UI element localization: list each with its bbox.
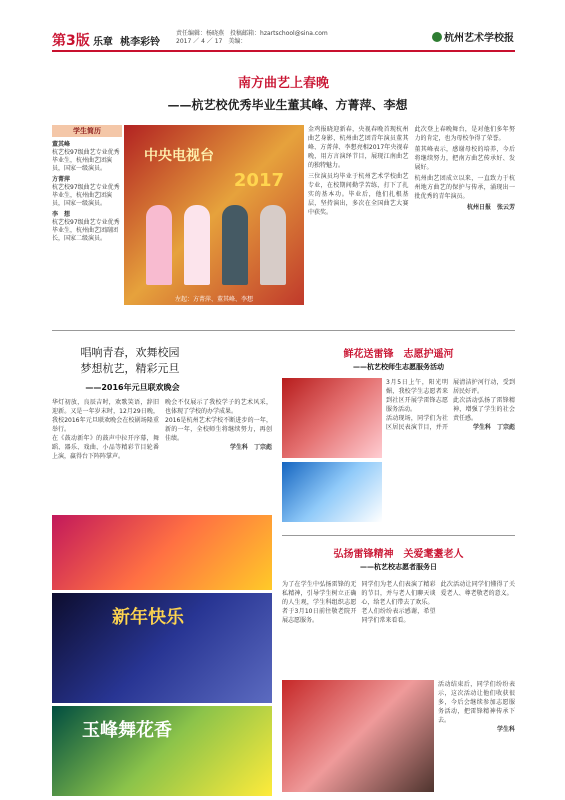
paragraph: 金鸡报晓迎新春，央视春晚首现杭州曲艺身影，杭州曲艺团青年演员董其峰、方菁萍、李想亮相2017年央视春晚，用方言演绎节目，展现江南曲艺的独特魅力。 (308, 126, 409, 169)
section-divider (282, 535, 515, 536)
profile-desc: 杭艺校97级曲艺专业优秀毕业生，杭州曲艺团演员，国家一级演员。 (52, 149, 120, 172)
article2-subtitle: ——2016年元旦联欢晚会 (85, 383, 180, 392)
photo-caption: 左起：方菁萍、董其峰、李想 (174, 296, 253, 303)
paragraph: 三位演员均毕业于杭州艺术学校曲艺专业，在校期间勤学苦练，打下了扎实的基本功。毕业后，他们扎根基层，坚持演出，多次在全国曲艺大赛中获奖。 (308, 173, 409, 216)
profile-name: 董其峰 (52, 141, 71, 148)
gala-photo-stage (52, 593, 272, 703)
paragraph: 此次登上春晚舞台，是对他们多年努力的肯定，也为母校争得了荣誉。 (414, 126, 515, 142)
gala-photo-dance (52, 515, 272, 590)
column-name: 桃李彩铃 (120, 37, 161, 48)
title-line: 唱响青春，欢舞校园 (80, 346, 180, 359)
paragraph: 活动结束后，同学们纷纷表示，这次活动让他们收获很多，今后会继续参加志愿服务活动，把雷锋精神传承下去。 (438, 681, 515, 724)
paragraph: 同学们为老人们表演了精彩的节目，并与老人们聊天谈心，给老人们带去了欢乐。 (361, 581, 436, 606)
paragraph: 3月5日上午，阳光明媚，我校学生志愿者来到社区开展学雷锋志愿服务活动。 (386, 379, 448, 413)
profile-name: 李 想 (52, 211, 71, 218)
paragraph: 晚会不仅展示了我校学子的艺术风采，也体现了学校的办学成果。 (165, 399, 272, 415)
performer-figure (260, 205, 286, 285)
paragraph: 老人们纷纷表示感谢，希望同学们常来看看。 (361, 608, 436, 624)
paper-title (432, 29, 514, 44)
page-label (52, 30, 160, 50)
photo-year: 2017 (233, 170, 284, 191)
date-line: 2017 ／ 4 ／ 17 (176, 38, 223, 45)
paragraph: 为了在学生中弘扬雷锋的无私精神，引导学生树立正确的人生观，学生科组织志愿者于3月10日前往敬老院开展志愿服务。 (282, 581, 357, 624)
page-number: 第3版 (52, 33, 90, 49)
byline: 学生科 丁宗彪 (472, 424, 515, 431)
article4-title: 弘扬雷锋精神 关爱耄耋老人 (333, 549, 464, 560)
article3-title: 鲜花送雷锋 志愿护遥河 (343, 349, 454, 360)
byline: 学生科 丁宗彪 (229, 444, 272, 451)
byline: 杭州日报 张云芳 (466, 204, 515, 211)
article4-side-body (438, 680, 515, 792)
editor-info (176, 30, 328, 46)
email-line: 投稿邮箱：hzartschool@sina.com (230, 30, 328, 37)
profile-name: 方菁萍 (52, 176, 71, 183)
article3-subtitle: ——杭艺校师生志愿服务活动 (353, 363, 444, 371)
paragraph: 此次活动弘扬了雷锋精神，增强了学生的社会责任感。 (453, 397, 515, 422)
article1-title: 南方曲艺上春晚 (237, 76, 329, 91)
school-logo-icon (432, 32, 442, 42)
article4-body (282, 580, 515, 675)
section-name: 乐章 (92, 37, 113, 48)
stage-backdrop-text: 新年快乐 (112, 607, 184, 628)
paragraph: 杭州曲艺团成立以来，一直致力于杭州地方曲艺的保护与传承，涌现出一批优秀的青年演员。 (414, 175, 515, 200)
paragraph: 2016是杭州艺术学校不断进步的一年，新的一年，全校师生将继续努力，再创佳绩。 (165, 417, 272, 442)
byline: 学生科 (496, 726, 515, 733)
article1-body (308, 125, 515, 325)
performer-figure (222, 205, 248, 285)
profile-title: 学生简历 (52, 125, 122, 137)
article2-title (60, 345, 200, 377)
article4-subtitle: ——杭艺校志愿者服务日 (360, 563, 437, 571)
article1-subtitle: ——杭艺校优秀毕业生董其峰、方菁萍、李想 (167, 98, 408, 112)
student-profile (52, 125, 122, 315)
masthead (0, 0, 565, 60)
spring-gala-photo (124, 125, 304, 305)
photo-sign: 中央电视台 (144, 148, 214, 164)
title-line: 梦想杭艺，精彩元旦 (80, 362, 180, 375)
profile-desc: 杭艺校97级曲艺专业优秀毕业生，杭州曲艺团副团长，国家二级演员。 (52, 219, 120, 242)
paragraph: 活动现场，同学们为社区居民表演节目，并开展清洁护河行动，受到居民好评。 (386, 379, 515, 431)
volunteer-photo (282, 462, 382, 522)
paragraph: 董其峰表示，感谢母校的培养，今后将继续努力，把南方曲艺传承好、发展好。 (414, 146, 515, 171)
paper-name: 杭州艺术学校报 (444, 33, 514, 44)
paragraph: 在《鼓动新年》的鼓声中拉开序幕，舞蹈、器乐、戏曲、小品等精彩节目轮番上演，赢得台下阵阵掌声。 (52, 435, 159, 460)
section-divider (52, 330, 515, 331)
paragraph: 华灯初放，良辰吉时，欢歌笑语，辞旧迎新。又是一年岁末时，12月29日晚，我校2016年元旦联欢晚会在校剧场隆重举行。 (52, 399, 159, 433)
masthead-rule (52, 50, 515, 52)
profile-desc: 杭艺校97级曲艺专业优秀毕业生，杭州曲艺团演员，国家一级演员。 (52, 184, 120, 207)
editor-line: 责任编辑：杨晓燕 (176, 30, 225, 37)
volunteer-photo (282, 378, 382, 458)
performer-figure (146, 205, 172, 285)
paragraph: 此次活动让同学们懂得了关爱老人、尊老敬老的意义。 (440, 581, 515, 597)
article2-body (52, 398, 272, 518)
performer-figure (184, 205, 210, 285)
elderly-care-photo (282, 680, 434, 792)
stage-backdrop-text: 玉峰舞花香 (82, 720, 172, 741)
article3-body (386, 378, 515, 522)
gala-photo-opera (52, 706, 272, 796)
design-line: 美编： (228, 38, 247, 45)
